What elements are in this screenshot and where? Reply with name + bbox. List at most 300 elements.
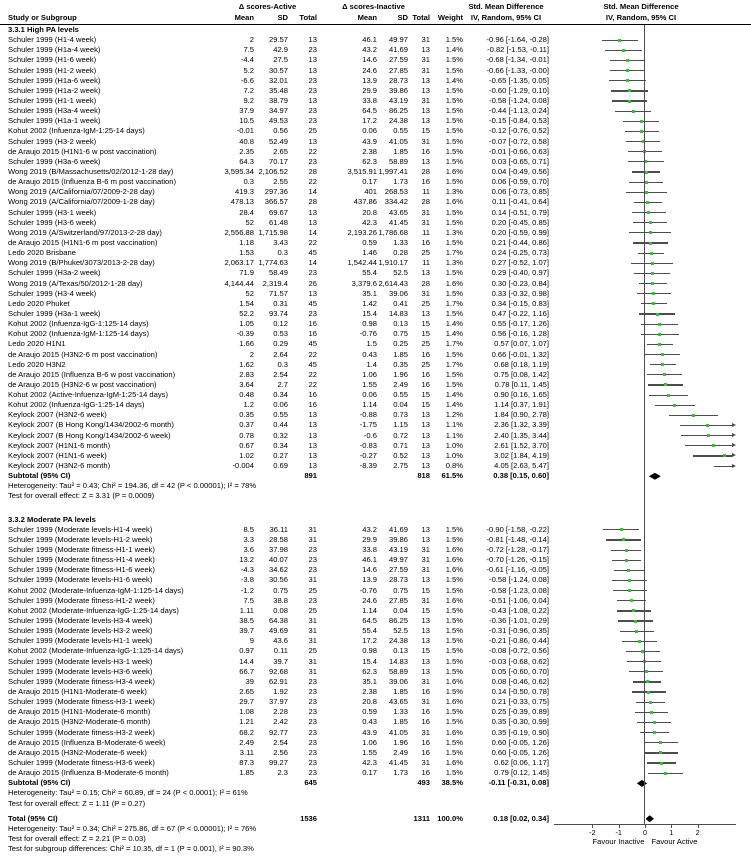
mean-inactive: 1.42 <box>362 298 377 308</box>
study-row <box>0 279 751 289</box>
summary-diamond <box>649 473 661 480</box>
mean-inactive: 1.46 <box>362 248 377 258</box>
total-active: 23 <box>308 555 317 565</box>
study-row <box>0 360 751 370</box>
sd-inactive: 27.85 <box>388 65 408 75</box>
sd-active: 0.06 <box>273 400 288 410</box>
study-label: Schuler 1999 (Moderate levels-H1-6 week) <box>8 575 153 585</box>
effect-marker <box>632 609 635 612</box>
mean-active: 3.6 <box>243 545 254 555</box>
smd-value: 0.78 [0.11, 1.45] <box>494 379 549 389</box>
total-active: 22 <box>308 369 317 379</box>
study-label: Schuler 1999 (Moderate fitness-H3-2 week) <box>8 727 155 737</box>
sd-active: 71.57 <box>268 288 288 298</box>
header-plot-sub: IV, Random, 95% CI <box>605 13 677 22</box>
sd-inactive: 0.75 <box>393 585 408 595</box>
effect-marker <box>626 59 629 62</box>
sd-inactive: 0.13 <box>393 319 408 329</box>
weight-value: 1.5% <box>445 646 463 656</box>
ci-line <box>714 466 732 467</box>
total-active: 13 <box>308 217 317 227</box>
total-inactive: 15 <box>421 585 430 595</box>
header-group-inactive: Δ scores-Inactive <box>342 2 405 11</box>
total-inactive: 13 <box>421 420 430 430</box>
sd-active: 0.3 <box>277 359 288 369</box>
weight-value: 1.6% <box>445 166 463 176</box>
mean-active: 1.18 <box>239 237 254 247</box>
sd-active: 0.56 <box>273 126 288 136</box>
sd-active: 62.91 <box>268 676 288 686</box>
mean-inactive: 62.3 <box>362 666 377 676</box>
smd-value: 0.18 [0.02, 0.34] <box>493 813 549 823</box>
mean-inactive: -0.88 <box>359 410 377 420</box>
header-group-active: Δ scores-Active <box>238 2 297 11</box>
study-label: de Araujo 2015 (H3N2-6 w post vaccination) <box>8 379 157 389</box>
weight-value: 1.5% <box>445 717 463 727</box>
weight-value: 1.5% <box>445 575 463 585</box>
study-row <box>0 461 751 471</box>
study-label: de Araujo 2015 (H1N1-Moderate-6 month) <box>8 707 151 717</box>
sd-active: 0.32 <box>273 430 288 440</box>
sd-inactive: 0.41 <box>393 298 408 308</box>
total-active: 645 <box>304 778 317 788</box>
total-active: 31 <box>308 636 317 646</box>
total-inactive: 28 <box>421 197 430 207</box>
plot-cell <box>551 687 751 697</box>
total-inactive: 28 <box>421 166 430 176</box>
total-active: 23 <box>308 45 317 55</box>
weight-value: 1.5% <box>445 636 463 646</box>
mean-active: -0.01 <box>236 126 254 136</box>
sd-active: 0.69 <box>273 461 288 471</box>
sd-inactive: 0.13 <box>393 646 408 656</box>
sd-inactive: 1.85 <box>393 717 408 727</box>
mean-active: 39.7 <box>239 626 254 636</box>
study-label: Wong 2019 (A/Texas/50/2012-1-28 day) <box>8 278 143 288</box>
total-inactive: 11 <box>422 187 430 197</box>
section-spacer <box>0 502 751 515</box>
plot-cell <box>551 420 751 430</box>
effect-marker <box>651 262 654 265</box>
mean-active: 1.08 <box>239 707 254 717</box>
plot-cell <box>551 309 751 319</box>
sd-active: 30.56 <box>268 575 288 585</box>
effect-marker <box>622 49 625 52</box>
effect-marker <box>649 701 652 704</box>
plot-cell <box>551 319 751 329</box>
sd-inactive: 1.96 <box>393 737 408 747</box>
study-row <box>0 616 751 626</box>
total-inactive: 15 <box>421 329 430 339</box>
sd-active: 39.7 <box>273 656 288 666</box>
mean-active: 1.62 <box>239 359 254 369</box>
arrow-right-icon <box>732 453 736 457</box>
effect-marker <box>650 252 653 255</box>
mean-inactive: 33.8 <box>362 545 377 555</box>
effect-marker <box>723 454 726 457</box>
sd-inactive: 28.73 <box>388 75 408 85</box>
mean-inactive: -0.76 <box>359 585 377 595</box>
mean-inactive: 1.14 <box>362 605 377 615</box>
smd-value: -0.60 [-1.29, 0.10] <box>489 85 549 95</box>
mean-active: 478.13 <box>230 197 254 207</box>
smd-value: 0.38 [0.15, 0.60] <box>493 471 549 481</box>
total-active: 31 <box>308 524 317 534</box>
mean-inactive: 1.55 <box>362 747 377 757</box>
study-row <box>0 370 751 380</box>
plot-cell <box>551 76 751 86</box>
plot-cell <box>551 636 751 646</box>
sd-inactive: 1,786.68 <box>378 227 408 237</box>
effect-marker <box>646 201 649 204</box>
total-inactive: 13 <box>421 575 430 585</box>
sd-active: 2.64 <box>273 349 288 359</box>
study-row <box>0 555 751 565</box>
plot-cell <box>551 258 751 268</box>
mean-inactive: 14.6 <box>362 55 377 65</box>
sd-active: 49.69 <box>268 626 288 636</box>
effect-marker <box>658 323 661 326</box>
sd-inactive: 0.71 <box>393 440 408 450</box>
mean-active: -4.4 <box>240 55 254 65</box>
mean-active: 9.2 <box>243 95 254 105</box>
mean-inactive <box>317 471 377 481</box>
weight-value: 1.0% <box>445 440 463 450</box>
study-label: Schuler 1999 (H3a-6 week) <box>8 156 101 166</box>
total-active: 22 <box>308 379 317 389</box>
plot-cell <box>551 86 751 96</box>
total-inactive: 13 <box>421 268 430 278</box>
study-row <box>0 319 751 329</box>
weight-value: 1.5% <box>445 177 463 187</box>
sd-inactive: 0.35 <box>393 359 408 369</box>
smd-value: 0.90 [0.16, 1.65] <box>494 390 549 400</box>
heterogeneity-text: Heterogeneity: Tau² = 0.34; Chi² = 275.86, df = 67 (P < 0.00001); I² = 76% <box>8 823 257 833</box>
study-row <box>0 657 751 667</box>
total-active: 23 <box>308 687 317 696</box>
header-weight: Weight <box>437 13 463 22</box>
header-study: Study or Subgroup <box>8 13 77 22</box>
plot-cell <box>551 167 751 177</box>
sd-active: 0.34 <box>273 440 288 450</box>
total-active: 31 <box>308 575 317 585</box>
mean-inactive: 13.9 <box>362 75 377 85</box>
summary-row <box>0 814 751 824</box>
total-active: 25 <box>308 605 317 615</box>
study-row <box>0 350 751 360</box>
smd-value: -0.03 [-0.68, 0.62] <box>489 656 549 666</box>
weight-value: 1.5% <box>445 747 463 757</box>
total-inactive: 31 <box>421 565 430 575</box>
plot-cell <box>551 339 751 349</box>
total-inactive: 15 <box>421 400 430 410</box>
plot-cell <box>551 707 751 717</box>
effect-marker <box>640 130 643 133</box>
total-inactive: 16 <box>421 237 430 247</box>
total-inactive: 818 <box>417 471 430 481</box>
smd-value: -0.12 [-0.76, 0.52] <box>489 126 549 136</box>
sd-active: 38.79 <box>268 95 288 105</box>
total-inactive: 31 <box>421 288 430 298</box>
header-mean-inactive: Mean <box>357 13 377 22</box>
study-label: de Araujo 2015 (H3N2-Moderate-6 week) <box>8 747 147 757</box>
sd-inactive: 43.65 <box>388 207 408 217</box>
weight-value: 1.6% <box>445 727 463 737</box>
mean-active: 13.2 <box>239 555 254 565</box>
total-inactive: 15 <box>421 605 430 615</box>
total-inactive: 31 <box>421 555 430 565</box>
study-row <box>0 167 751 177</box>
effect-marker <box>652 292 655 295</box>
smd-value: 0.03 [-0.65, 0.71] <box>491 156 549 166</box>
study-label: Schuler 1999 (Moderate levels-H1-2 week) <box>8 534 153 544</box>
effect-marker <box>649 221 652 224</box>
smd-value: 2.61 [1.52, 3.70] <box>494 440 549 450</box>
total-inactive: 13 <box>421 534 430 544</box>
plot-cell <box>551 525 751 535</box>
effect-marker <box>646 680 649 683</box>
mean-active: 66.7 <box>239 666 254 676</box>
sd-active: 2,106.52 <box>258 166 288 176</box>
mean-active: 1.85 <box>239 768 254 778</box>
summary-row <box>0 471 751 481</box>
sd-inactive: 58.89 <box>388 156 408 166</box>
sd-inactive: 2.49 <box>393 379 408 389</box>
effect-marker <box>628 579 631 582</box>
weight-value: 1.5% <box>445 349 463 359</box>
mean-inactive: 42.3 <box>362 757 377 767</box>
summary-diamond <box>646 815 654 822</box>
effect-marker <box>625 549 628 552</box>
sd-inactive: 2.49 <box>393 747 408 757</box>
study-label: Schuler 1999 (Moderate levels-H1-4 week) <box>8 524 153 534</box>
sd-inactive: 39.06 <box>388 288 408 298</box>
weight-value: 1.5% <box>445 95 463 105</box>
sd-active <box>254 814 288 824</box>
study-row <box>0 586 751 596</box>
total-inactive: 25 <box>421 298 430 308</box>
sd-inactive: 43.19 <box>388 95 408 105</box>
sd-inactive: 27.59 <box>388 55 408 65</box>
sd-inactive: 2.75 <box>393 461 408 471</box>
effect-marker <box>664 772 667 775</box>
smd-value: -0.68 [-1.34, -0.01] <box>486 55 549 65</box>
study-row <box>0 390 751 400</box>
mean-inactive: 17.2 <box>362 636 377 646</box>
total-inactive: 16 <box>421 717 430 727</box>
effect-marker <box>649 242 652 245</box>
plot-cell <box>551 218 751 228</box>
effect-marker <box>692 414 695 417</box>
weight-value: 1.4% <box>445 45 463 55</box>
total-inactive: 25 <box>421 339 430 349</box>
effect-marker <box>635 630 638 633</box>
mean-inactive: 15.4 <box>362 656 377 666</box>
total-inactive: 15 <box>421 390 430 400</box>
plot-cell <box>551 45 751 55</box>
axis-tick-label: -2 <box>589 828 596 837</box>
sd-inactive: 1.85 <box>393 687 408 696</box>
sd-inactive: 0.52 <box>393 450 408 460</box>
study-row <box>0 758 751 768</box>
study-row <box>0 197 751 207</box>
weight-value: 1.5% <box>445 534 463 544</box>
mean-active: 3.11 <box>239 747 254 757</box>
plot-cell <box>551 596 751 606</box>
mean-inactive: 1.14 <box>362 400 377 410</box>
study-row <box>0 575 751 585</box>
study-row <box>0 238 751 248</box>
sd-active: 0.12 <box>273 319 288 329</box>
plot-cell <box>551 738 751 748</box>
study-row <box>0 535 751 545</box>
study-label: de Araujo 2015 (H1N1-Moderate-6 week) <box>8 687 147 696</box>
study-label: Wong 2019 (A/California/07/2009-1-28 day) <box>8 197 155 207</box>
mean-inactive: 15.4 <box>362 308 377 318</box>
plot-cell <box>551 697 751 707</box>
mean-inactive: 43.2 <box>362 45 377 55</box>
smd-value: 0.60 [-0.05, 1.26] <box>491 737 549 747</box>
total-active: 13 <box>308 440 317 450</box>
effect-marker <box>643 660 646 663</box>
total-inactive: 13 <box>421 440 430 450</box>
total-active: 16 <box>308 319 317 329</box>
study-row <box>0 329 751 339</box>
weight-value: 61.5% <box>441 471 463 481</box>
sd-active: 52.49 <box>268 136 288 146</box>
study-row <box>0 157 751 167</box>
mean-active: 28.4 <box>239 207 254 217</box>
plot-cell <box>551 390 751 400</box>
mean-active: 4,144.44 <box>224 278 254 288</box>
effect-marker <box>645 670 648 673</box>
sd-active: 32.01 <box>268 75 288 85</box>
effect-marker <box>627 569 630 572</box>
total-active: 14 <box>308 227 317 237</box>
plot-cell <box>551 268 751 278</box>
sd-inactive: 58.89 <box>388 666 408 676</box>
effect-marker <box>626 69 629 72</box>
study-label: de Araujo 2015 (H3N2-6 m post vaccination) <box>8 349 158 359</box>
study-label: Wong 2019 (A/California/07/2009-2-28 day) <box>8 187 155 197</box>
total-active: 45 <box>308 339 317 349</box>
study-row <box>0 728 751 738</box>
weight-value: 1.0% <box>445 450 463 460</box>
smd-value: 0.35 [-0.19, 0.90] <box>491 727 549 737</box>
total-inactive: 31 <box>421 676 430 686</box>
smd-value: -0.31 [-0.96, 0.35] <box>489 626 549 636</box>
mean-inactive: 43.9 <box>362 136 377 146</box>
plot-cell <box>551 157 751 167</box>
plot-cell <box>551 187 751 197</box>
study-row <box>0 248 751 258</box>
total-active: 23 <box>308 595 317 605</box>
mean-active: 7.5 <box>243 595 254 605</box>
sd-inactive: 1.73 <box>393 177 408 187</box>
smd-value: -0.82 [-1.53, -0.11] <box>487 45 549 55</box>
total-active: 25 <box>308 585 317 595</box>
study-row <box>0 339 751 349</box>
plot-cell <box>551 431 751 441</box>
total-inactive: 13 <box>421 626 430 636</box>
study-row <box>0 228 751 238</box>
study-label: de Araujo 2015 (H1N1-6 m post vaccination) <box>8 237 158 247</box>
effect-marker <box>661 363 664 366</box>
sd-inactive: 86.25 <box>388 616 408 626</box>
sd-inactive: 24.38 <box>388 116 408 126</box>
plot-cell <box>551 471 751 481</box>
mean-active: 3.64 <box>239 379 254 389</box>
plot-cell <box>551 606 751 616</box>
mean-inactive: 3,515.91 <box>347 166 377 176</box>
total-active: 45 <box>308 298 317 308</box>
mean-active: 1.53 <box>239 248 254 258</box>
smd-value: 0.14 [-0.51, 0.79] <box>491 207 549 217</box>
header-total-active: Total <box>299 13 317 22</box>
plot-cell <box>551 535 751 545</box>
mean-active: 64.3 <box>239 156 254 166</box>
study-row <box>0 208 751 218</box>
total-active: 23 <box>308 676 317 686</box>
plot-cell <box>551 370 751 380</box>
effect-marker <box>651 272 654 275</box>
sd-active: 1,774.63 <box>258 258 288 268</box>
total-active: 23 <box>308 717 317 727</box>
mean-active: 2 <box>249 349 254 359</box>
sd-active: 42.9 <box>273 45 288 55</box>
study-row <box>0 187 751 197</box>
total-inactive: 16 <box>421 687 430 696</box>
mean-inactive: 64.5 <box>362 616 377 626</box>
total-active: 1536 <box>300 813 317 823</box>
smd-value: -0.08 [-0.72, 0.56] <box>489 646 549 656</box>
mean-inactive: 1.06 <box>362 369 377 379</box>
mean-inactive: 46.1 <box>362 35 377 45</box>
effect-marker <box>659 751 662 754</box>
sd-active: 34.62 <box>268 565 288 575</box>
smd-value: 0.60 [-0.05, 1.26] <box>491 747 549 757</box>
mean-inactive: -1.75 <box>359 420 377 430</box>
mean-active: 2,063.17 <box>224 258 254 268</box>
weight-value: 1.5% <box>445 237 463 247</box>
plot-cell <box>551 768 751 778</box>
sd-inactive: 0.25 <box>393 339 408 349</box>
total-inactive: 13 <box>421 75 430 85</box>
effect-marker <box>645 191 648 194</box>
study-row <box>0 45 751 55</box>
sd-inactive: 49.97 <box>388 555 408 565</box>
effect-marker <box>673 404 676 407</box>
total-inactive: 16 <box>421 369 430 379</box>
total-inactive: 31 <box>421 727 430 737</box>
effect-marker <box>661 353 664 356</box>
total-active: 23 <box>308 75 317 85</box>
sd-active: 297.36 <box>264 187 288 197</box>
mean-active: 2 <box>249 35 254 45</box>
smd-value: 0.14 [-0.50, 0.78] <box>491 687 549 696</box>
mean-active: 37.9 <box>239 106 254 116</box>
total-inactive: 11 <box>422 258 430 268</box>
mean-inactive: 33.8 <box>362 95 377 105</box>
study-row <box>0 451 751 461</box>
sd-active: 0.08 <box>273 605 288 615</box>
sd-active: 92.77 <box>268 727 288 737</box>
mean-inactive: 1.55 <box>362 379 377 389</box>
study-label: Schuler 1999 (H1-6 week) <box>8 55 97 65</box>
study-row <box>0 431 751 441</box>
mean-inactive: 0.17 <box>362 768 377 778</box>
mean-active: 52.2 <box>239 308 254 318</box>
